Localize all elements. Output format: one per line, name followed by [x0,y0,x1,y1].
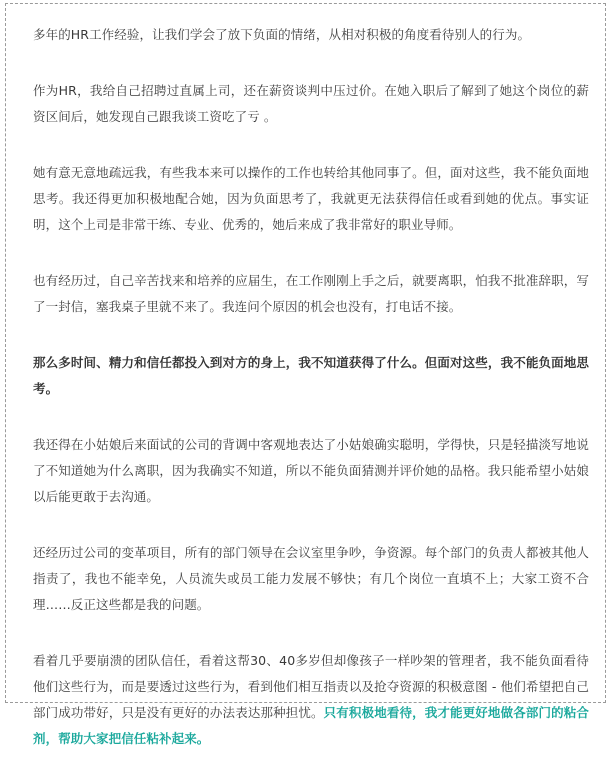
paragraph-background-check: 我还得在小姑娘后来面试的公司的背调中客观地表达了小姑娘确实聪明，学得快，只是轻描淡写地说了不知道她为什么离职，因为我确实不知道，所以不能负面猜测并评价她的品格。我只能希望小姑娘以后能更敢于去沟通。 [33,437,589,504]
paragraph-salary-negotiation: 作为HR，我给自己招聘过直属上司，还在薪资谈判中压过价。在她入职后了解到了她这个岗位的薪资区间后，她发现自己跟我谈工资吃了亏 。 [33,83,589,124]
paragraph-graduate-quit: 也有经历过，自己辛苦找来和培养的应届生，在工作刚刚上手之后，就要离职，怕我不批准辞职，写了一封信，塞我桌子里就不来了。我连问个原因的机会也没有，打电话不接。 [33,273,589,314]
paragraph-distant-boss: 她有意无意地疏远我，有些我本来可以操作的工作也转给其他同事了。但，面对这些，我不能负面地思考。我还得更加积极地配合她，因为负面思考了，我就更无法获得信任或看到她的优点。事实证明，这个上司是非常干练、专业、优秀的，她后来成了我非常好的职业导师。 [33,165,589,232]
paragraph-team-trust-text: 看着几乎要崩溃的团队信任，看着这帮30、40多岁但却像孩子一样吵架的管理者，我不能负面看待他们这些行为，而是要透过这些行为，看到他们相互指责以及抢夺资源的积极意图 - 他们希望把自己部门成功带好，只是没有更好的办法表达那种担忧。 [33,653,589,720]
article-body [33,22,589,782]
paragraph-team-trust [33,648,589,752]
paragraph-change-project: 还经历过公司的变革项目，所有的部门领导在会议室里争吵，争资源。每个部门的负责人都被其他人指责了，我也不能幸免，人员流失或员工能力发展不够快；有几个岗位一直填不上；大家工资不合理……反正这些都是我的问题。 [33,545,589,612]
paragraph-bold-reflection: 那么多时间、精力和信任都投入到对方的身上，我不知道获得了什么。但面对这些，我不能负面地思考。 [33,355,589,396]
highlighted-conclusion: 只有积极地看待，我才能更好地做各部门的粘合剂，帮助大家把信任粘补起来。 [33,705,589,746]
paragraph-intro: 多年的HR工作经验，让我们学会了放下负面的情绪，从相对积极的角度看待别人的行为。 [33,27,531,42]
